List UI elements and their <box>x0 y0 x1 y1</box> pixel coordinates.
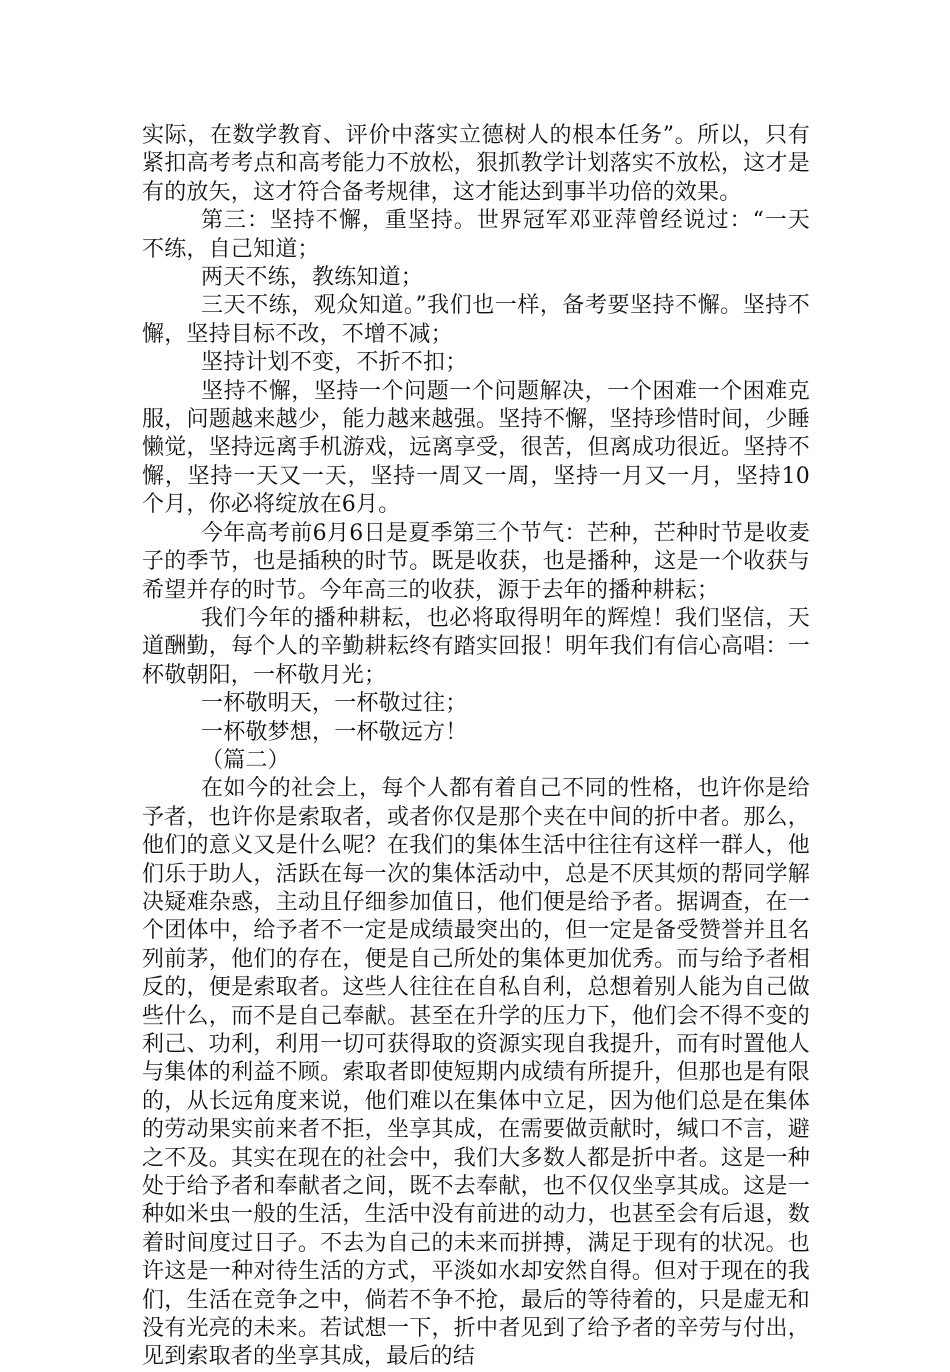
section-heading-part-two: （篇二） <box>201 747 290 773</box>
paragraph-persist-plan: 坚持计划不变，不折不扣； <box>201 350 468 376</box>
paragraph-persist-detail: 坚持不懈，坚持一个问题一个问题解决，一个困难一个困难克服，问题越来越少，能力越来越强。坚持不懈，坚持珍惜时间，少睡懒觉，坚持远离手机游戏，远离享受，很苦，但离成功很近。坚持不懈，坚持一天又一天，坚持一周又一周，坚持一月又一月，坚持10个月，你必将绽放在6月。 <box>142 378 810 518</box>
paragraph-quote-line-2: 两天不练，教练知道； <box>201 265 424 291</box>
paragraph-toast-1: 一杯敬明天，一杯敬过往； <box>201 691 468 717</box>
document-body <box>142 122 810 1372</box>
paragraph-toast-2: 一杯敬梦想，一杯敬远方！ <box>201 719 468 745</box>
paragraph-quote-line-3: 三天不练，观众知道。”我们也一样，备考要坚持不懈。坚持不懈，坚持目标不改，不增不减； <box>142 293 810 347</box>
paragraph-believe: 我们今年的播种耕耘，也必将取得明年的辉煌！我们坚信，天道酬勤，每个人的辛勤耕耘终有踏实回报！明年我们有信心高唱：一杯敬朝阳，一杯敬月光； <box>142 605 810 688</box>
paragraph-givers-takers: 在如今的社会上，每个人都有着自己不同的性格，也许你是给予者，也许你是索取者，或者你仅是那个夹在中间的折中者。那么，他们的意义又是什么呢？在我们的集体生活中往往有这样一群人，他们乐于助人，活跃在每一次的集体活动中，总是不厌其烦的帮同学解决疑难杂惑，主动且仔细参加值日，他们便是给予者。据调查，在一个团体中，给予者不一定是成绩最突出的，但一定是备受赞誉并且名列前茅，他们的存在，便是自己所处的集体更加优秀。而与给予者相反的，便是索取者。这些人往往在自私自利，总想着别人能为自己做些什么，而不是自己奉献。甚至在升学的压力下，他们会不得不变的利己、功利，利用一切可获得取的资源实现自我提升，而有时置他人与集体的利益不顾。索取者即使短期内成绩有所提升，但那也是有限的，从长远角度来说，他们难以在集体中立足，因为他们总是在集体的劳动果实前来者不拒，坐享其成，在需要做贡献时，缄口不言，避之不及。其实在现在的社会中，我们大多数人都是折中者。这是一种处于给予者和奉献者之间，既不去奉献，也不仅仅坐享其成。这是一种如米虫一般的生活，生活中没有前进的动力，也甚至会有后退，数着时间度过日子。不去为自己的未来而拼搏，满足于现有的状况。也许这是一种对待生活的方式，平淡如水却安然自得。但对于现在的我们，生活在竞争之中，倘若不争不抢，最后的等待着的，只是虚无和没有光亮的未来。若试想一下，折中者见到了给予者的辛劳与付出，见到索取者的坐享其成，最后的结 <box>142 776 810 1370</box>
paragraph-continuation: 实际，在数学教育、评价中落实立德树人的根本任务”。所以，只有紧扣高考考点和高考能力不放松，狠抓教学计划落实不放松，这才是有的放矢，这才符合备考规律，这才能达到事半功倍的效果。 <box>142 123 810 205</box>
paragraph-point-three: 第三：坚持不懈，重坚持。世界冠军邓亚萍曾经说过：“一天不练，自己知道； <box>142 208 810 262</box>
paragraph-mangzhong: 今年高考前6月6日是夏季第三个节气：芒种，芒种时节是收麦子的季节，也是插秧的时节。既是收获，也是播种，这是一个收获与希望并存的时节。今年高三的收获，源于去年的播种耕耘； <box>142 520 810 603</box>
